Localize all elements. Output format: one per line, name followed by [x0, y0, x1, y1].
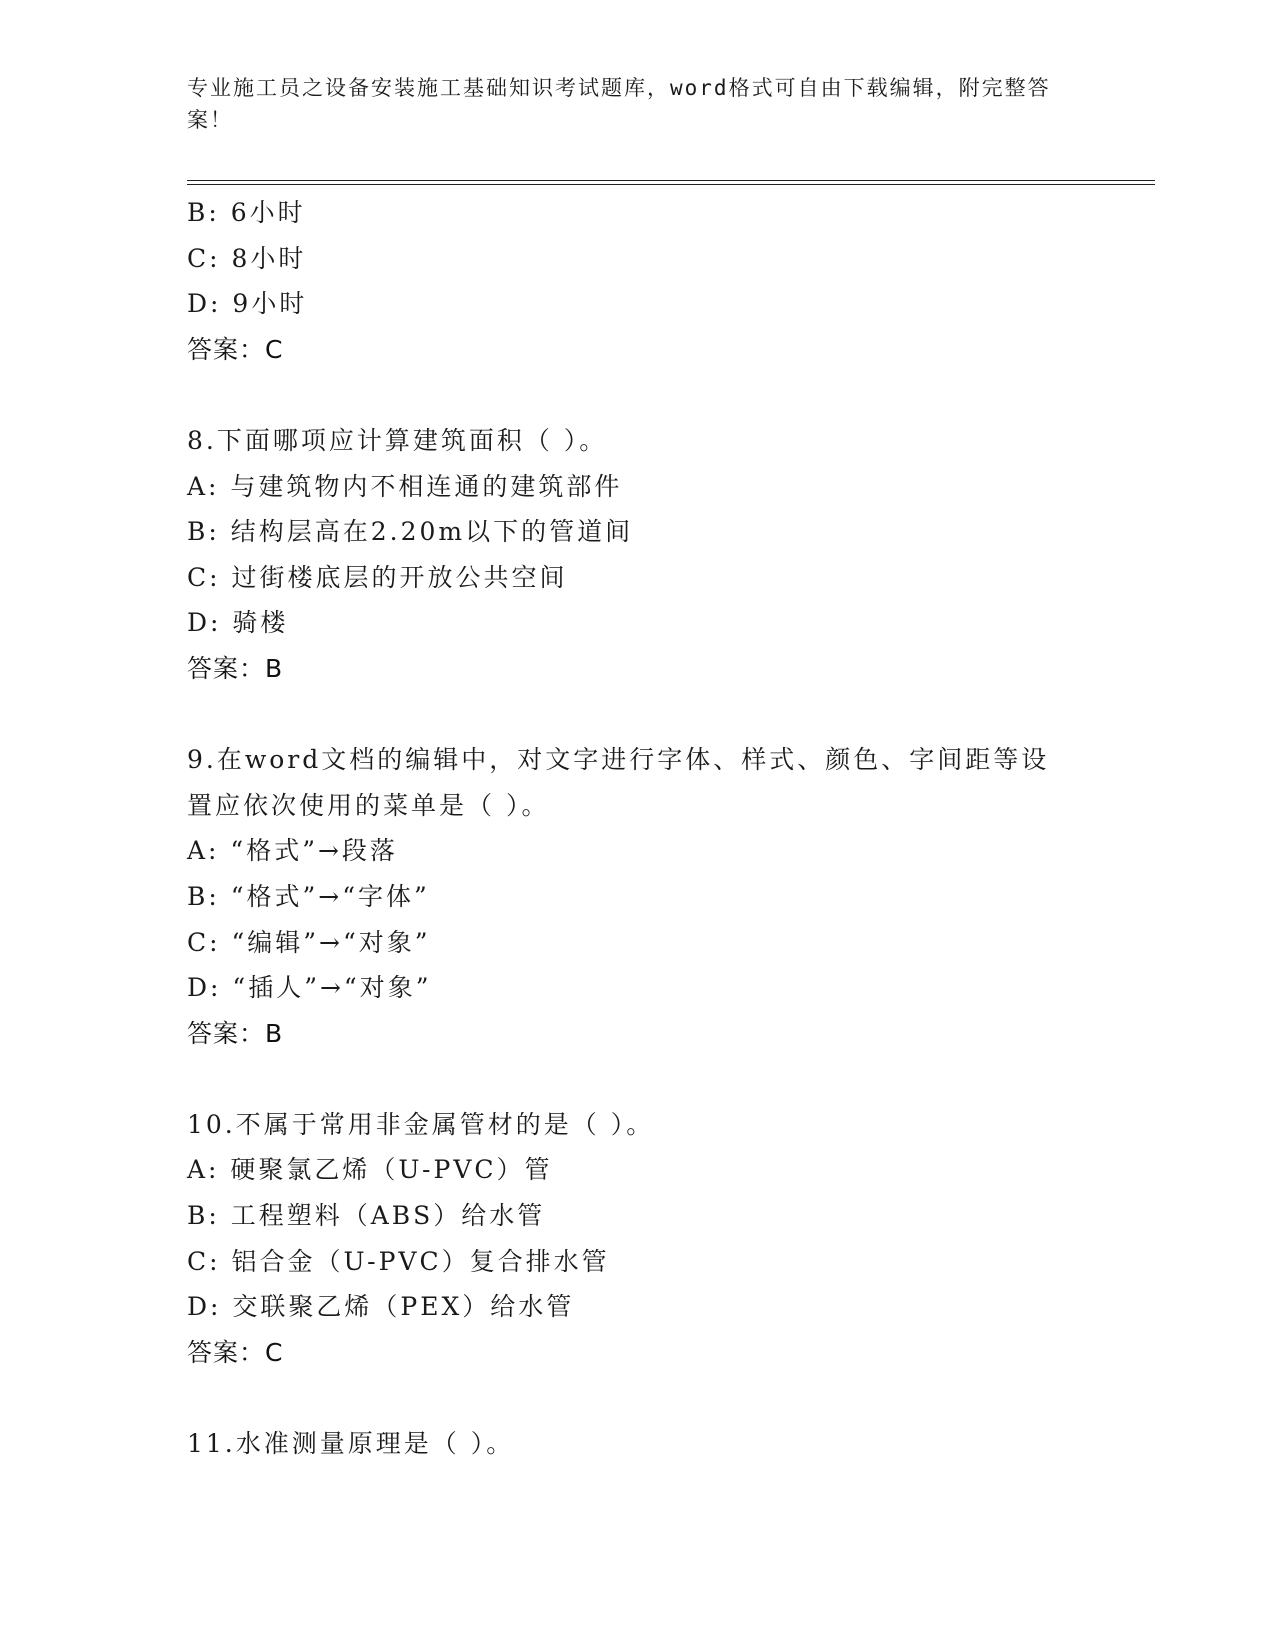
question-text: 10.不属于常用非金属管材的是（ ）。	[187, 1109, 655, 1139]
question-content	[187, 190, 1087, 1467]
question-11	[187, 1421, 1087, 1467]
answer-line: 答案：B	[187, 1018, 284, 1048]
spacer	[187, 372, 1087, 418]
question-7-continuation	[187, 190, 1087, 372]
spacer	[187, 692, 1087, 738]
answer-line: 答案：C	[187, 334, 284, 364]
option-a: A: 硬聚氯乙烯（U-PVC）管	[187, 1155, 553, 1185]
option-a: A: 与建筑物内不相连通的建筑部件	[187, 471, 623, 501]
question-9	[187, 737, 1087, 1056]
spacer	[187, 1375, 1087, 1421]
question-text: 11.水准测量原理是（ ）。	[187, 1429, 515, 1459]
question-10	[187, 1102, 1087, 1376]
spacer	[187, 1056, 1087, 1102]
option-d: D: “插人”→“对象”	[187, 973, 432, 1003]
question-text: 8.下面哪项应计算建筑面积（ ）。	[187, 425, 608, 455]
option-c: C: 铝合金（U-PVC）复合排水管	[187, 1246, 610, 1276]
option-b: B: 工程塑料（ABS）给水管	[187, 1201, 546, 1231]
answer-line: 答案：B	[187, 653, 284, 683]
answer-line: 答案：C	[187, 1337, 284, 1367]
option-d: D: 交联聚乙烯（PEX）给水管	[187, 1292, 575, 1322]
header-rule-bottom	[187, 184, 1155, 185]
option-c: C: 8小时	[187, 243, 307, 273]
option-c: C: “编辑”→“对象”	[187, 927, 431, 957]
option-a: A: “格式”→段落	[187, 836, 398, 866]
question-text: 9.在word文档的编辑中，对文字进行字体、样式、颜色、字间距等设置应依次使用的菜单是（ ）。	[187, 745, 1050, 820]
option-d: D: 骑楼	[187, 608, 289, 638]
question-8	[187, 418, 1087, 692]
option-b: B: 6小时	[187, 198, 306, 227]
option-b: B: 结构层高在2.20m以下的管道间	[187, 517, 634, 547]
option-b: B: “格式”→“字体”	[187, 881, 430, 911]
header-rule-top	[187, 180, 1155, 181]
option-d: D: 9小时	[187, 289, 308, 319]
option-c: C: 过街楼底层的开放公共空间	[187, 562, 568, 592]
document-header: 专业施工员之设备安装施工基础知识考试题库，word格式可自由下载编辑，附完整答案！	[187, 76, 1051, 132]
